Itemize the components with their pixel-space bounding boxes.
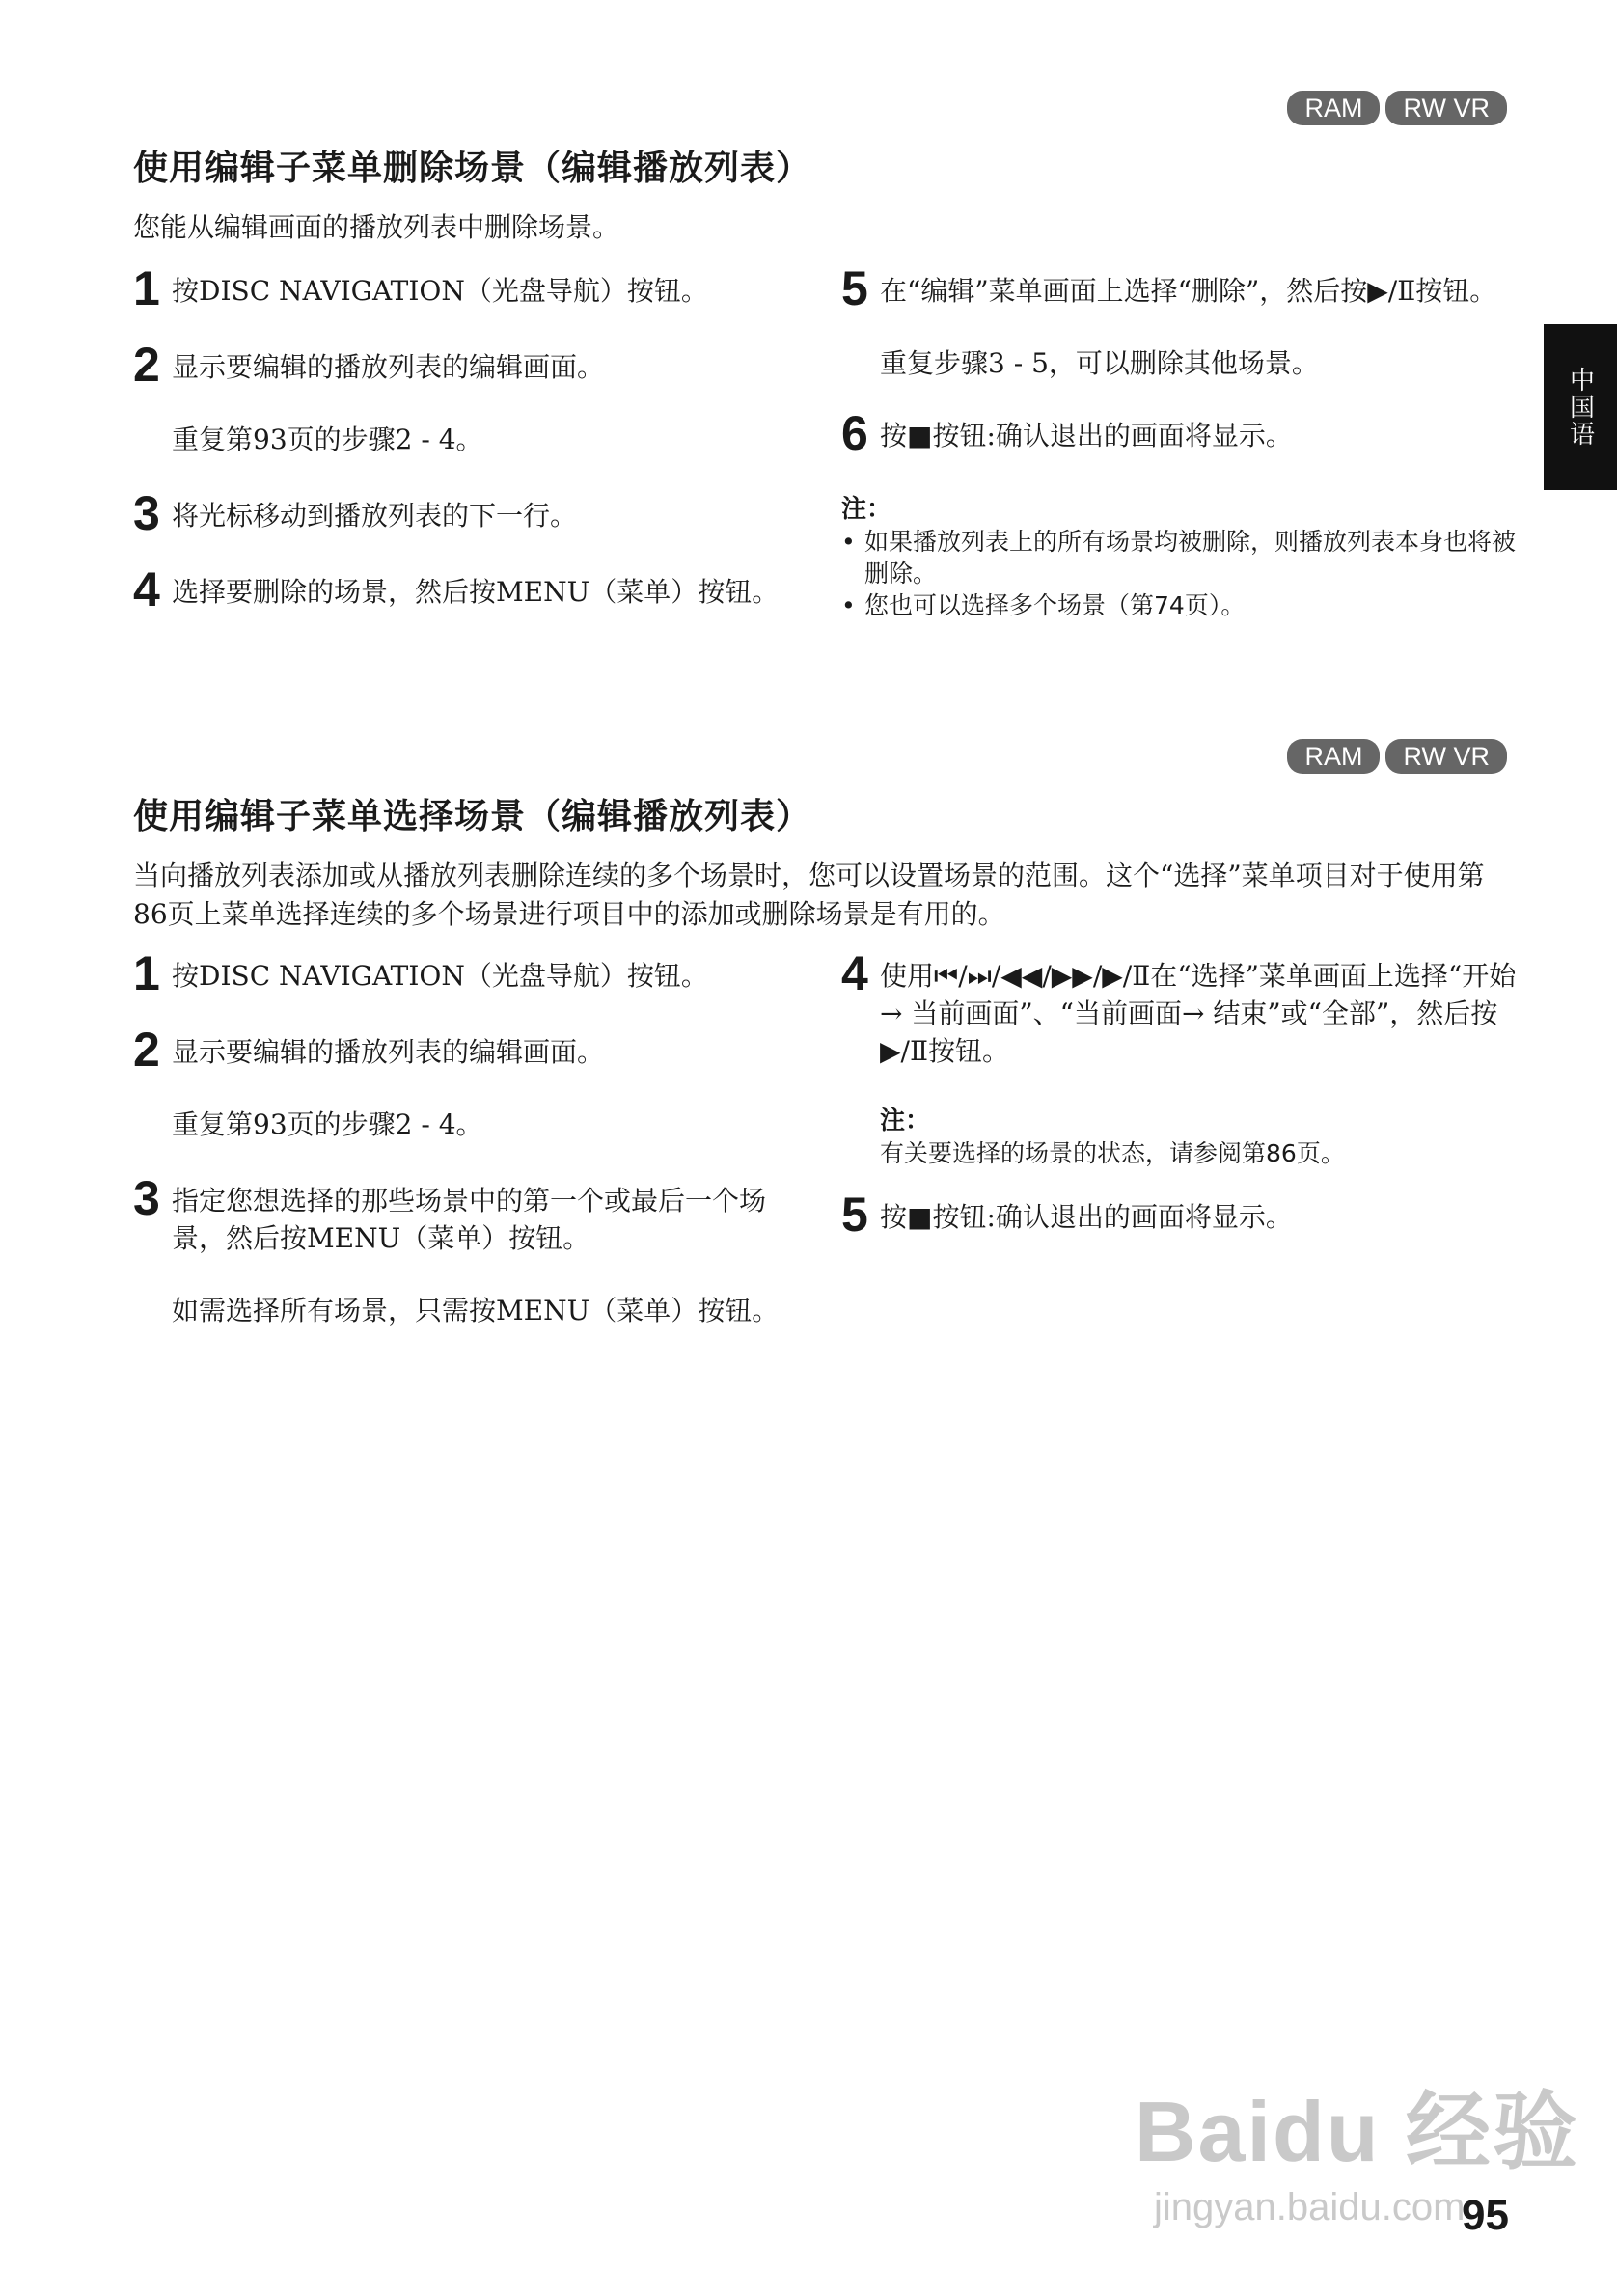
step-number: 3 — [133, 1171, 160, 1225]
step-text: 在“编辑”菜单画面上选择“删除”，然后按▶/Ⅱ按钮。 — [880, 275, 1497, 307]
step-text: 指定您想选择的那些场景中的第一个或最后一个场景，然后按MENU（菜单）按钮。 — [172, 1185, 767, 1254]
step-text: 按DISC NAVIGATION（光盘导航）按钮。 — [172, 960, 708, 992]
step-3 — [133, 1171, 808, 1257]
step-number: 6 — [841, 406, 868, 460]
step-3 — [133, 486, 808, 540]
step-text: 按DISC NAVIGATION（光盘导航）按钮。 — [172, 275, 708, 307]
page-number: 95 — [1462, 2192, 1509, 2239]
steps-left-select — [133, 946, 799, 1329]
step-4 — [133, 562, 808, 616]
step-text: 显示要编辑的播放列表的编辑画面。 — [172, 1036, 605, 1068]
step-number: 2 — [133, 338, 160, 392]
section-intro-select: 当向播放列表添加或从播放列表删除连续的多个场景时，您可以设置场景的范围。这个“选择”菜单项目对于使用第86页上菜单选择连续的多个场景进行项目中的添加或删除场景是有用的。 — [133, 860, 1485, 930]
note-title: 注： — [880, 1107, 931, 1135]
step-text: 将光标移动到播放列表的下一行。 — [172, 500, 578, 532]
step-number: 3 — [133, 486, 160, 540]
badge-rw-vr: RW VR — [1385, 739, 1507, 774]
step-number: 4 — [841, 946, 868, 1000]
watermark-logo: Baidu 经验 — [1135, 2084, 1579, 2179]
section-title-delete: 使用编辑子菜单删除场景（编辑播放列表） — [133, 149, 812, 188]
note-item: • 您也可以选择多个场景（第74页）。 — [841, 589, 1517, 621]
badge-rw-vr: RW VR — [1385, 91, 1507, 125]
note-title: 注： — [841, 495, 892, 524]
step-2-sub: 重复第93页的步骤2 - 4。 — [172, 424, 483, 455]
step-2 — [133, 1023, 799, 1077]
step-5 — [841, 1188, 1517, 1242]
watermark-url: jingyan.baidu.com — [1154, 2186, 1466, 2228]
step-2-sub: 重复第93页的步骤2 - 4。 — [172, 1108, 483, 1140]
section-intro-delete: 您能从编辑画面的播放列表中删除场景。 — [133, 211, 620, 243]
note-item: • 如果播放列表上的所有场景均被删除，则播放列表本身也将被删除。 — [841, 526, 1517, 589]
format-badges-1 — [1287, 91, 1507, 125]
step-1 — [133, 261, 808, 315]
step-text: 使用⏮/⏭/◀◀/▶▶/▶/Ⅱ在“选择”菜单画面上选择“开始→ 当前画面”、“当前画面→ 结束”或“全部”，然后按▶/Ⅱ按钮。 — [880, 960, 1517, 1067]
note-delete — [841, 493, 1517, 621]
language-tab-label: 中国语 — [1565, 367, 1595, 448]
step-number: 4 — [133, 562, 160, 616]
watermark — [1135, 2064, 1579, 2229]
steps-right-delete — [841, 261, 1517, 621]
step-6 — [841, 406, 1517, 460]
badge-ram: RAM — [1287, 739, 1380, 774]
step-5-sub: 重复步骤3 - 5，可以删除其他场景。 — [880, 347, 1319, 379]
step-text: 按■按钮:确认退出的画面将显示。 — [880, 420, 1293, 451]
step-text: 按■按钮:确认退出的画面将显示。 — [880, 1201, 1293, 1233]
format-badges-2 — [1287, 739, 1507, 774]
step-number: 5 — [841, 1188, 868, 1242]
step-number: 1 — [133, 261, 160, 315]
note-select — [841, 1105, 1517, 1169]
step-number: 1 — [133, 946, 160, 1000]
step-number: 5 — [841, 261, 868, 315]
language-tab — [1544, 324, 1617, 490]
steps-right-select — [841, 946, 1517, 1242]
step-4 — [841, 946, 1517, 1070]
step-1 — [133, 946, 799, 1000]
badge-ram: RAM — [1287, 91, 1380, 125]
note-list — [841, 526, 1517, 621]
step-3-sub: 如需选择所有场景，只需按MENU（菜单）按钮。 — [172, 1295, 780, 1326]
note-text: 有关要选择的场景的状态，请参阅第86页。 — [880, 1139, 1345, 1167]
steps-left-delete — [133, 261, 808, 616]
step-text: 选择要删除的场景，然后按MENU（菜单）按钮。 — [172, 576, 780, 608]
step-text: 显示要编辑的播放列表的编辑画面。 — [172, 351, 605, 383]
step-number: 2 — [133, 1023, 160, 1077]
step-2 — [133, 338, 808, 392]
step-5 — [841, 261, 1517, 315]
section-title-select: 使用编辑子菜单选择场景（编辑播放列表） — [133, 797, 812, 836]
